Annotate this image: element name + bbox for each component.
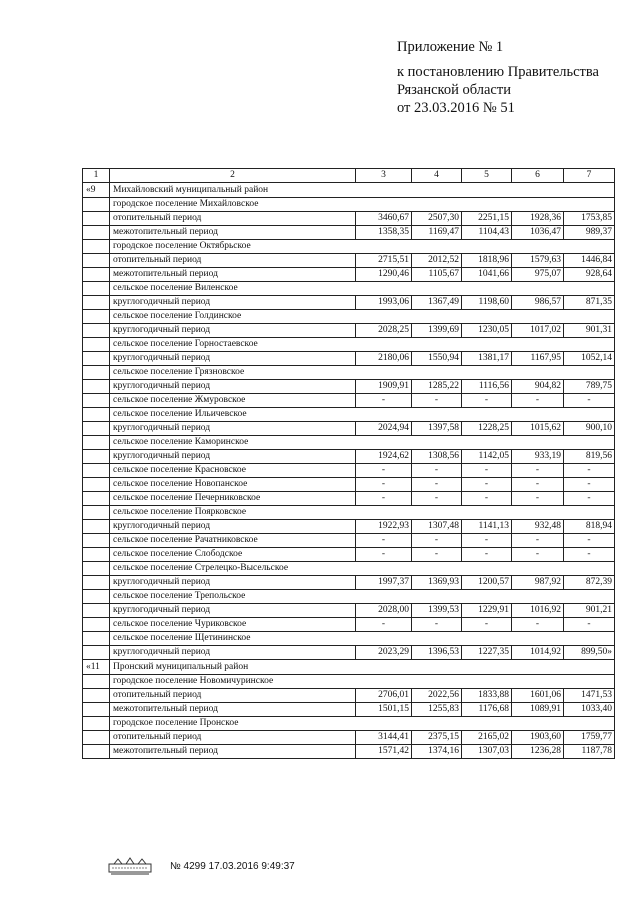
table-row xyxy=(83,731,615,745)
value-cell: 1255,83 xyxy=(412,703,462,717)
table-row xyxy=(83,745,615,759)
value-cell: 1993,06 xyxy=(356,296,412,310)
row-label: межотопительный период xyxy=(110,745,356,759)
row-label: круглогодичный период xyxy=(110,646,356,660)
value-cell: 2012,52 xyxy=(412,254,462,268)
value-cell: 1105,67 xyxy=(412,268,462,282)
value-cell: 1230,05 xyxy=(462,324,512,338)
row-label: сельское поселение Виленское xyxy=(110,282,615,296)
table-row xyxy=(83,506,615,520)
table-row xyxy=(83,268,615,282)
row-number xyxy=(83,590,110,604)
table-header-row xyxy=(83,169,615,183)
value-cell: 2028,00 xyxy=(356,604,412,618)
value-cell: - xyxy=(462,492,512,506)
row-number xyxy=(83,562,110,576)
appendix-title: Приложение № 1 xyxy=(397,39,504,55)
row-label: сельское поселение Горностаевское xyxy=(110,338,615,352)
row-number xyxy=(83,296,110,310)
region-line: Рязанской области xyxy=(397,82,511,98)
value-cell: - xyxy=(512,548,564,562)
value-cell: 1571,42 xyxy=(356,745,412,759)
value-cell: - xyxy=(564,534,615,548)
value-cell: - xyxy=(356,492,412,506)
value-cell: 1187,78 xyxy=(564,745,615,759)
value-cell: - xyxy=(356,478,412,492)
row-label: Михайловский муниципальный район xyxy=(110,183,615,198)
value-cell: - xyxy=(564,478,615,492)
row-number xyxy=(83,492,110,506)
value-cell: 1833,88 xyxy=(462,689,512,703)
value-cell: 1089,91 xyxy=(512,703,564,717)
row-number xyxy=(83,632,110,646)
row-label: городское поселение Октябрьское xyxy=(110,240,615,254)
value-cell: 1052,14 xyxy=(564,352,615,366)
table-row xyxy=(83,675,615,689)
value-cell: 1236,28 xyxy=(512,745,564,759)
value-cell: - xyxy=(412,394,462,408)
row-number xyxy=(83,646,110,660)
table-row xyxy=(83,212,615,226)
value-cell: 2023,29 xyxy=(356,646,412,660)
row-number xyxy=(83,422,110,436)
value-cell: - xyxy=(462,464,512,478)
value-cell: 1308,56 xyxy=(412,450,462,464)
value-cell: - xyxy=(412,618,462,632)
value-cell: 1116,56 xyxy=(462,380,512,394)
table-row xyxy=(83,492,615,506)
table-row xyxy=(83,226,615,240)
value-cell: - xyxy=(564,394,615,408)
column-header: 7 xyxy=(564,169,615,183)
row-label: круглогодичный период xyxy=(110,380,356,394)
row-number xyxy=(83,366,110,380)
value-cell: 1169,47 xyxy=(412,226,462,240)
value-cell: 1307,48 xyxy=(412,520,462,534)
value-cell: 2028,25 xyxy=(356,324,412,338)
row-label: сельское поселение Стрелецко-Высельское xyxy=(110,562,615,576)
value-cell: 3460,67 xyxy=(356,212,412,226)
column-header: 4 xyxy=(412,169,462,183)
value-cell: 928,64 xyxy=(564,268,615,282)
value-cell: 1397,58 xyxy=(412,422,462,436)
value-cell: 2507,30 xyxy=(412,212,462,226)
value-cell: - xyxy=(512,464,564,478)
row-label: городское поселение Пронское xyxy=(110,717,615,731)
value-cell: - xyxy=(512,394,564,408)
value-cell: 2251,15 xyxy=(462,212,512,226)
value-cell: - xyxy=(462,618,512,632)
value-cell: 1367,49 xyxy=(412,296,462,310)
row-number xyxy=(83,576,110,590)
value-cell: - xyxy=(356,618,412,632)
value-cell: 986,57 xyxy=(512,296,564,310)
table-row xyxy=(83,254,615,268)
value-cell: 901,31 xyxy=(564,324,615,338)
column-header: 1 xyxy=(83,169,110,183)
table-row xyxy=(83,436,615,450)
value-cell: 1501,15 xyxy=(356,703,412,717)
value-cell: 1396,53 xyxy=(412,646,462,660)
row-label: сельское поселение Голдинское xyxy=(110,310,615,324)
table-row xyxy=(83,450,615,464)
value-cell: - xyxy=(356,394,412,408)
row-number xyxy=(83,520,110,534)
value-cell: 1759,77 xyxy=(564,731,615,745)
row-label: сельское поселение Трепольское xyxy=(110,590,615,604)
column-header: 5 xyxy=(462,169,512,183)
value-cell: 1924,62 xyxy=(356,450,412,464)
row-number xyxy=(83,212,110,226)
registry-stamp-icon xyxy=(108,856,152,876)
column-header: 2 xyxy=(110,169,356,183)
value-cell: 1141,13 xyxy=(462,520,512,534)
resolution-line: к постановлению Правительства xyxy=(397,64,599,80)
value-cell: 2706,01 xyxy=(356,689,412,703)
table-row xyxy=(83,408,615,422)
table-row xyxy=(83,689,615,703)
value-cell: 1167,95 xyxy=(512,352,564,366)
value-cell: 1017,02 xyxy=(512,324,564,338)
value-cell: 1014,92 xyxy=(512,646,564,660)
row-label: отопительный период xyxy=(110,689,356,703)
row-number xyxy=(83,268,110,282)
row-label: отопительный период xyxy=(110,254,356,268)
row-label: круглогодичный период xyxy=(110,296,356,310)
value-cell: 1176,68 xyxy=(462,703,512,717)
value-cell: 1997,37 xyxy=(356,576,412,590)
value-cell: - xyxy=(356,534,412,548)
value-cell: - xyxy=(564,464,615,478)
row-label: отопительный период xyxy=(110,731,356,745)
value-cell: 819,56 xyxy=(564,450,615,464)
row-number xyxy=(83,604,110,618)
value-cell: 1374,16 xyxy=(412,745,462,759)
value-cell: - xyxy=(462,394,512,408)
table-row xyxy=(83,548,615,562)
value-cell: 1471,53 xyxy=(564,689,615,703)
row-number xyxy=(83,254,110,268)
row-label: сельское поселение Чуриковское xyxy=(110,618,356,632)
document-header xyxy=(397,38,599,117)
value-cell: - xyxy=(412,492,462,506)
row-label: круглогодичный период xyxy=(110,604,356,618)
date-number-line: от 23.03.2016 № 51 xyxy=(397,100,515,116)
row-number xyxy=(83,464,110,478)
value-cell: - xyxy=(356,548,412,562)
row-number xyxy=(83,689,110,703)
value-cell: 1399,53 xyxy=(412,604,462,618)
value-cell: 1290,46 xyxy=(356,268,412,282)
table-row xyxy=(83,282,615,296)
value-cell: 3144,41 xyxy=(356,731,412,745)
value-cell: 899,50» xyxy=(564,646,615,660)
value-cell: - xyxy=(564,548,615,562)
row-label: круглогодичный период xyxy=(110,450,356,464)
table-row xyxy=(83,464,615,478)
value-cell: 987,92 xyxy=(512,576,564,590)
value-cell: 900,10 xyxy=(564,422,615,436)
value-cell: 1358,35 xyxy=(356,226,412,240)
value-cell: - xyxy=(564,618,615,632)
table-row xyxy=(83,660,615,675)
value-cell: 1928,36 xyxy=(512,212,564,226)
row-number xyxy=(83,534,110,548)
row-number xyxy=(83,240,110,254)
row-label: Пронский муниципальный район xyxy=(110,660,615,675)
table-row xyxy=(83,352,615,366)
row-number: «9 xyxy=(83,183,110,198)
table-row xyxy=(83,703,615,717)
row-number: «11 xyxy=(83,660,110,675)
tariff-table xyxy=(82,168,615,759)
value-cell: 2375,15 xyxy=(412,731,462,745)
value-cell: 1550,94 xyxy=(412,352,462,366)
value-cell: 1104,43 xyxy=(462,226,512,240)
row-label: круглогодичный период xyxy=(110,576,356,590)
value-cell: 933,19 xyxy=(512,450,564,464)
row-label: круглогодичный период xyxy=(110,324,356,338)
row-label: городское поселение Новомичуринское xyxy=(110,675,615,689)
value-cell: 904,82 xyxy=(512,380,564,394)
value-cell: 2024,94 xyxy=(356,422,412,436)
value-cell: 2165,02 xyxy=(462,731,512,745)
value-cell: - xyxy=(412,534,462,548)
value-cell: - xyxy=(512,618,564,632)
column-header: 6 xyxy=(512,169,564,183)
table-row xyxy=(83,422,615,436)
table-row xyxy=(83,338,615,352)
footer-stamp xyxy=(108,856,295,876)
row-label: сельское поселение Жмуровское xyxy=(110,394,356,408)
row-number xyxy=(83,352,110,366)
row-label: сельское поселение Ильичевское xyxy=(110,408,615,422)
value-cell: 1229,91 xyxy=(462,604,512,618)
table-row xyxy=(83,240,615,254)
row-number xyxy=(83,380,110,394)
value-cell: 818,94 xyxy=(564,520,615,534)
table-row xyxy=(83,296,615,310)
row-label: сельское поселение Новопанское xyxy=(110,478,356,492)
table-row xyxy=(83,717,615,731)
value-cell: 1903,60 xyxy=(512,731,564,745)
value-cell: - xyxy=(512,534,564,548)
row-label: межотопительный период xyxy=(110,268,356,282)
value-cell: 1922,93 xyxy=(356,520,412,534)
value-cell: 1285,22 xyxy=(412,380,462,394)
value-cell: 871,35 xyxy=(564,296,615,310)
value-cell: 1307,03 xyxy=(462,745,512,759)
row-label: сельское поселение Печерниковское xyxy=(110,492,356,506)
table-row xyxy=(83,310,615,324)
value-cell: 2022,56 xyxy=(412,689,462,703)
value-cell: 901,21 xyxy=(564,604,615,618)
table-row xyxy=(83,198,615,212)
value-cell: 989,37 xyxy=(564,226,615,240)
value-cell: 1909,91 xyxy=(356,380,412,394)
table-row xyxy=(83,604,615,618)
value-cell: - xyxy=(564,492,615,506)
row-number xyxy=(83,548,110,562)
row-number xyxy=(83,198,110,212)
row-label: круглогодичный период xyxy=(110,520,356,534)
table-row xyxy=(83,478,615,492)
row-label: сельское поселение Щетининское xyxy=(110,632,615,646)
value-cell: - xyxy=(512,478,564,492)
value-cell: 1036,47 xyxy=(512,226,564,240)
value-cell: 789,75 xyxy=(564,380,615,394)
row-number xyxy=(83,338,110,352)
row-number xyxy=(83,310,110,324)
column-header: 3 xyxy=(356,169,412,183)
row-label: отопительный период xyxy=(110,212,356,226)
value-cell: 2715,51 xyxy=(356,254,412,268)
value-cell: 1753,85 xyxy=(564,212,615,226)
value-cell: 1579,63 xyxy=(512,254,564,268)
table-row xyxy=(83,618,615,632)
table-row xyxy=(83,632,615,646)
row-number xyxy=(83,745,110,759)
row-label: сельское поселение Слободское xyxy=(110,548,356,562)
row-number xyxy=(83,436,110,450)
value-cell: 1015,62 xyxy=(512,422,564,436)
row-label: круглогодичный период xyxy=(110,352,356,366)
row-number xyxy=(83,450,110,464)
value-cell: 932,48 xyxy=(512,520,564,534)
value-cell: 872,39 xyxy=(564,576,615,590)
table-row xyxy=(83,366,615,380)
value-cell: 975,07 xyxy=(512,268,564,282)
row-number xyxy=(83,703,110,717)
value-cell: 2180,06 xyxy=(356,352,412,366)
row-number xyxy=(83,226,110,240)
value-cell: 1818,96 xyxy=(462,254,512,268)
table-row xyxy=(83,590,615,604)
value-cell: - xyxy=(462,478,512,492)
value-cell: 1381,17 xyxy=(462,352,512,366)
row-label: межотопительный период xyxy=(110,226,356,240)
value-cell: 1399,69 xyxy=(412,324,462,338)
value-cell: 1446,84 xyxy=(564,254,615,268)
row-label: городское поселение Михайловское xyxy=(110,198,615,212)
value-cell: 1198,60 xyxy=(462,296,512,310)
row-number xyxy=(83,478,110,492)
row-number xyxy=(83,618,110,632)
value-cell: - xyxy=(412,478,462,492)
value-cell: - xyxy=(412,548,462,562)
row-label: сельское поселение Каморинское xyxy=(110,436,615,450)
row-number xyxy=(83,717,110,731)
table-row xyxy=(83,646,615,660)
table-row xyxy=(83,534,615,548)
row-number xyxy=(83,731,110,745)
value-cell: - xyxy=(356,464,412,478)
value-cell: - xyxy=(412,464,462,478)
row-label: сельское поселение Грязновское xyxy=(110,366,615,380)
value-cell: - xyxy=(462,548,512,562)
row-label: сельское поселение Красновское xyxy=(110,464,356,478)
row-number xyxy=(83,282,110,296)
row-label: межотопительный период xyxy=(110,703,356,717)
table-row xyxy=(83,394,615,408)
value-cell: 1016,92 xyxy=(512,604,564,618)
value-cell: 1033,40 xyxy=(564,703,615,717)
row-label: круглогодичный период xyxy=(110,422,356,436)
value-cell: 1228,25 xyxy=(462,422,512,436)
row-number xyxy=(83,394,110,408)
table-row xyxy=(83,183,615,198)
registration-number: № 4299 17.03.2016 9:49:37 xyxy=(170,860,295,872)
row-number xyxy=(83,506,110,520)
table-row xyxy=(83,576,615,590)
value-cell: 1200,57 xyxy=(462,576,512,590)
row-label: сельское поселение Рачатниковское xyxy=(110,534,356,548)
value-cell: 1227,35 xyxy=(462,646,512,660)
value-cell: 1041,66 xyxy=(462,268,512,282)
table-row xyxy=(83,324,615,338)
table-row xyxy=(83,380,615,394)
value-cell: 1601,06 xyxy=(512,689,564,703)
row-number xyxy=(83,408,110,422)
value-cell: 1369,93 xyxy=(412,576,462,590)
table-row xyxy=(83,520,615,534)
row-number xyxy=(83,324,110,338)
value-cell: - xyxy=(512,492,564,506)
row-number xyxy=(83,675,110,689)
value-cell: - xyxy=(462,534,512,548)
row-label: сельское поселение Поярковское xyxy=(110,506,615,520)
table-row xyxy=(83,562,615,576)
value-cell: 1142,05 xyxy=(462,450,512,464)
